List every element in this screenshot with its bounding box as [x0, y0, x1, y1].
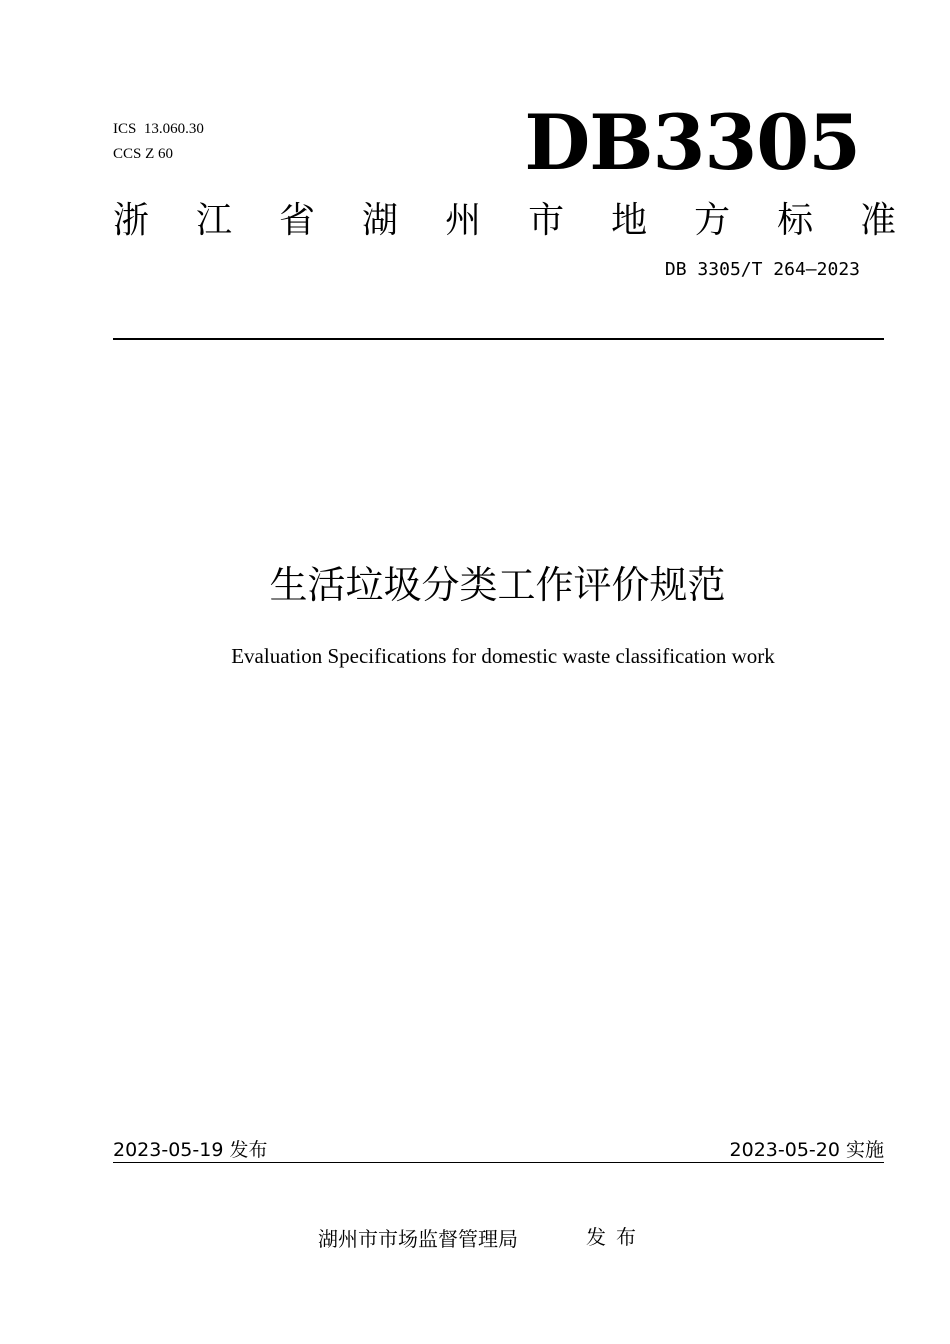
standard-type-char: 市 — [528, 200, 565, 241]
implementation-date: 2023-05-20 实施 — [729, 1139, 884, 1161]
publish-label: 发布 — [586, 1225, 646, 1249]
standard-type-char: 浙 — [113, 200, 150, 241]
document-title-english: Evaluation Specifications for domestic waste classification work — [231, 644, 775, 668]
standard-type-char: 江 — [196, 200, 233, 241]
standard-type-char: 地 — [611, 200, 648, 241]
issuing-authority: 湖州市市场监督管理局 — [318, 1227, 518, 1251]
standard-type-char: 准 — [860, 200, 897, 241]
standard-type-char: 州 — [445, 200, 482, 241]
issue-date: 2023-05-19 发布 — [113, 1139, 268, 1161]
ics-code: ICS 13.060.30 — [113, 121, 204, 137]
document-title-chinese: 生活垃圾分类工作评价规范 — [269, 563, 726, 607]
standard-type-char: 省 — [279, 200, 316, 241]
standard-type-char: 标 — [777, 200, 814, 241]
ccs-code: CCS Z 60 — [113, 146, 174, 162]
header-divider — [113, 338, 884, 340]
footer-divider — [113, 1162, 884, 1163]
standard-type-heading — [113, 196, 896, 246]
standard-logo: DB3305 — [524, 98, 860, 187]
standard-type-char: 方 — [694, 200, 731, 241]
standard-type-char: 湖 — [362, 200, 399, 241]
standard-number: DB 3305/T 264—2023 — [664, 259, 860, 280]
